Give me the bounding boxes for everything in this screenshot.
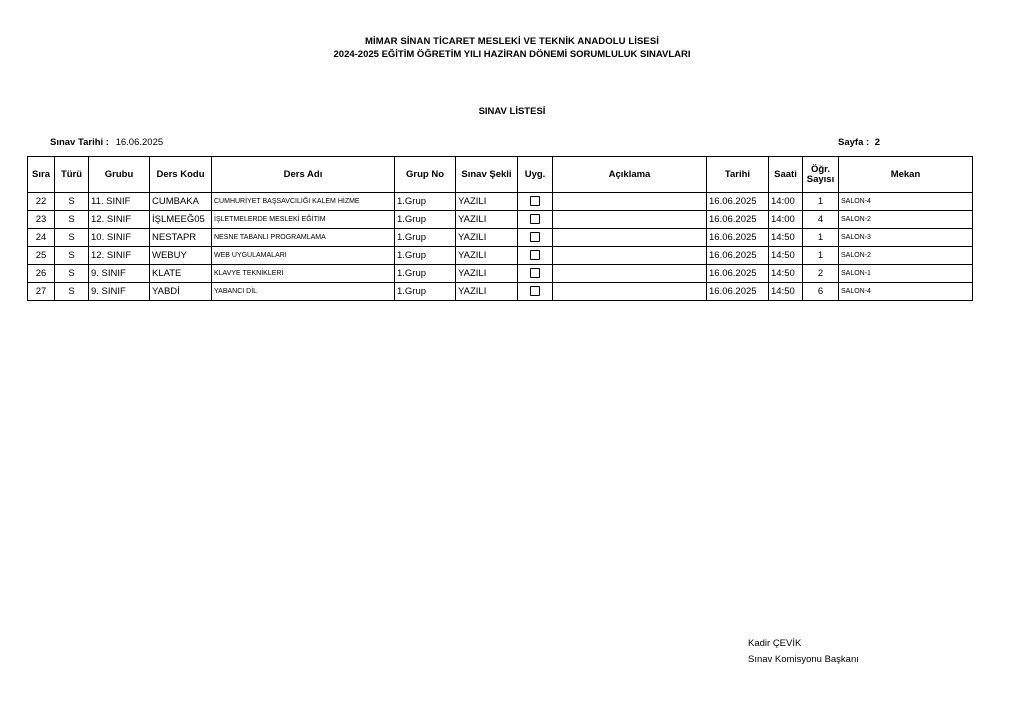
cell-uyg [518,193,553,211]
cell-sira: 27 [28,283,55,301]
cell-grubu: 12. SINIF [89,247,150,265]
exam-date [50,137,163,148]
cell-grup-no: 1.Grup [395,283,456,301]
cell-saati: 14:00 [769,211,803,229]
cell-sinav-sekli: YAZILI [456,193,518,211]
cell-turu: S [55,247,89,265]
cell-uyg [518,211,553,229]
cell-ogr-sayisi: 1 [803,229,839,247]
cell-mekan: SALON-2 [839,247,973,265]
cell-turu: S [55,193,89,211]
cell-ders-kodu: İŞLMEEĞ05 [150,211,212,229]
cell-sinav-sekli: YAZILI [456,265,518,283]
cell-grubu: 9. SINIF [89,283,150,301]
cell-grup-no: 1.Grup [395,193,456,211]
exam-table [27,156,973,301]
cell-aciklama [553,229,707,247]
cell-mekan: SALON-4 [839,193,973,211]
page-number: 2 [874,137,881,148]
cell-sinav-sekli: YAZILI [456,211,518,229]
cell-mekan: SALON-1 [839,265,973,283]
cell-aciklama [553,247,707,265]
cell-ders-kodu: CUMBAKA [150,193,212,211]
col-header-sinav-sekli: Sınav Şekli [456,157,518,193]
cell-grubu: 11. SINIF [89,193,150,211]
uyg-checkbox[interactable] [530,268,540,278]
col-header-grup-no: Grup No [395,157,456,193]
cell-saati: 14:50 [769,283,803,301]
cell-ogr-sayisi: 1 [803,247,839,265]
cell-mekan: SALON-4 [839,283,973,301]
page-label: Sayfa : [838,137,870,148]
cell-sinav-sekli: YAZILI [456,247,518,265]
table-row [28,265,973,283]
exam-date-value: 16.06.2025 [115,137,164,148]
cell-uyg [518,283,553,301]
cell-tarihi: 16.06.2025 [707,193,769,211]
col-header-turu: Türü [55,157,89,193]
table-row [28,229,973,247]
cell-ders-kodu: NESTAPR [150,229,212,247]
cell-aciklama [553,211,707,229]
cell-ders-adi: CUMHURİYET BAŞSAVCILIĞI KALEM HİZME [212,193,395,211]
cell-sinav-sekli: YAZILI [456,283,518,301]
uyg-checkbox[interactable] [530,232,540,242]
uyg-checkbox[interactable] [530,196,540,206]
col-header-aciklama: Açıklama [553,157,707,193]
col-header-mekan: Mekan [839,157,973,193]
uyg-checkbox[interactable] [530,214,540,224]
cell-tarihi: 16.06.2025 [707,283,769,301]
cell-saati: 14:50 [769,247,803,265]
col-header-uyg: Uyg. [518,157,553,193]
cell-ders-adi: KLAVYE TEKNİKLERİ [212,265,395,283]
cell-mekan: SALON-3 [839,229,973,247]
uyg-checkbox[interactable] [530,286,540,296]
col-header-sira: Sıra [28,157,55,193]
exam-date-label: Sınav Tarihi : [50,137,109,148]
cell-mekan: SALON-2 [839,211,973,229]
page-indicator [838,137,880,148]
table-row [28,211,973,229]
cell-tarihi: 16.06.2025 [707,211,769,229]
uyg-checkbox[interactable] [530,250,540,260]
school-name: MİMAR SİNAN TİCARET MESLEKİ VE TEKNİK ANADOLU LİSESİ [364,36,660,47]
col-header-grubu: Grubu [89,157,150,193]
cell-tarihi: 16.06.2025 [707,247,769,265]
table-row [28,283,973,301]
cell-saati: 14:50 [769,229,803,247]
cell-ders-kodu: WEBUY [150,247,212,265]
cell-ogr-sayisi: 4 [803,211,839,229]
cell-sira: 22 [28,193,55,211]
table-header-row [28,157,973,193]
cell-tarihi: 16.06.2025 [707,265,769,283]
signer-name: Kadir ÇEVİK [748,638,802,649]
cell-ders-adi: WEB UYGULAMALARI [212,247,395,265]
col-header-ders-adi: Ders Adı [212,157,395,193]
col-header-ogr-sayisi-line1: Öğr. [810,163,830,175]
cell-aciklama [553,265,707,283]
cell-grup-no: 1.Grup [395,247,456,265]
cell-grup-no: 1.Grup [395,211,456,229]
cell-grup-no: 1.Grup [395,229,456,247]
cell-turu: S [55,211,89,229]
cell-uyg [518,265,553,283]
cell-sira: 24 [28,229,55,247]
table-row [28,247,973,265]
cell-ogr-sayisi: 6 [803,283,839,301]
cell-grup-no: 1.Grup [395,265,456,283]
col-header-tarihi: Tarihi [707,157,769,193]
cell-saati: 14:50 [769,265,803,283]
cell-ders-kodu: YABDİ [150,283,212,301]
cell-saati: 14:00 [769,193,803,211]
cell-aciklama [553,283,707,301]
cell-sira: 26 [28,265,55,283]
cell-sira: 23 [28,211,55,229]
col-header-saati: Saati [769,157,803,193]
col-header-ogr-sayisi [803,157,839,193]
cell-grubu: 10. SINIF [89,229,150,247]
cell-ogr-sayisi: 1 [803,193,839,211]
list-title: SINAV LİSTESİ [478,106,546,117]
cell-ders-kodu: KLATE [150,265,212,283]
cell-ogr-sayisi: 2 [803,265,839,283]
exam-period-title: 2024-2025 EĞİTİM ÖĞRETİM YILI HAZİRAN DÖNEMİ SORUMLULUK SINAVLARI [333,49,691,60]
cell-uyg [518,247,553,265]
cell-grubu: 9. SINIF [89,265,150,283]
cell-sinav-sekli: YAZILI [456,229,518,247]
cell-sira: 25 [28,247,55,265]
cell-turu: S [55,229,89,247]
cell-ders-adi: NESNE TABANLI PROGRAMLAMA [212,229,395,247]
signer-title: Sınav Komisyonu Başkanı [748,654,859,665]
col-header-ders-kodu: Ders Kodu [150,157,212,193]
cell-turu: S [55,283,89,301]
col-header-ogr-sayisi-line2: Sayısı [806,173,835,185]
cell-turu: S [55,265,89,283]
cell-uyg [518,229,553,247]
cell-ders-adi: İŞLETMELERDE MESLEKİ EĞİTİM [212,211,395,229]
table-row [28,193,973,211]
cell-tarihi: 16.06.2025 [707,229,769,247]
cell-aciklama [553,193,707,211]
cell-grubu: 12. SINIF [89,211,150,229]
cell-ders-adi: YABANCI DİL [212,283,395,301]
